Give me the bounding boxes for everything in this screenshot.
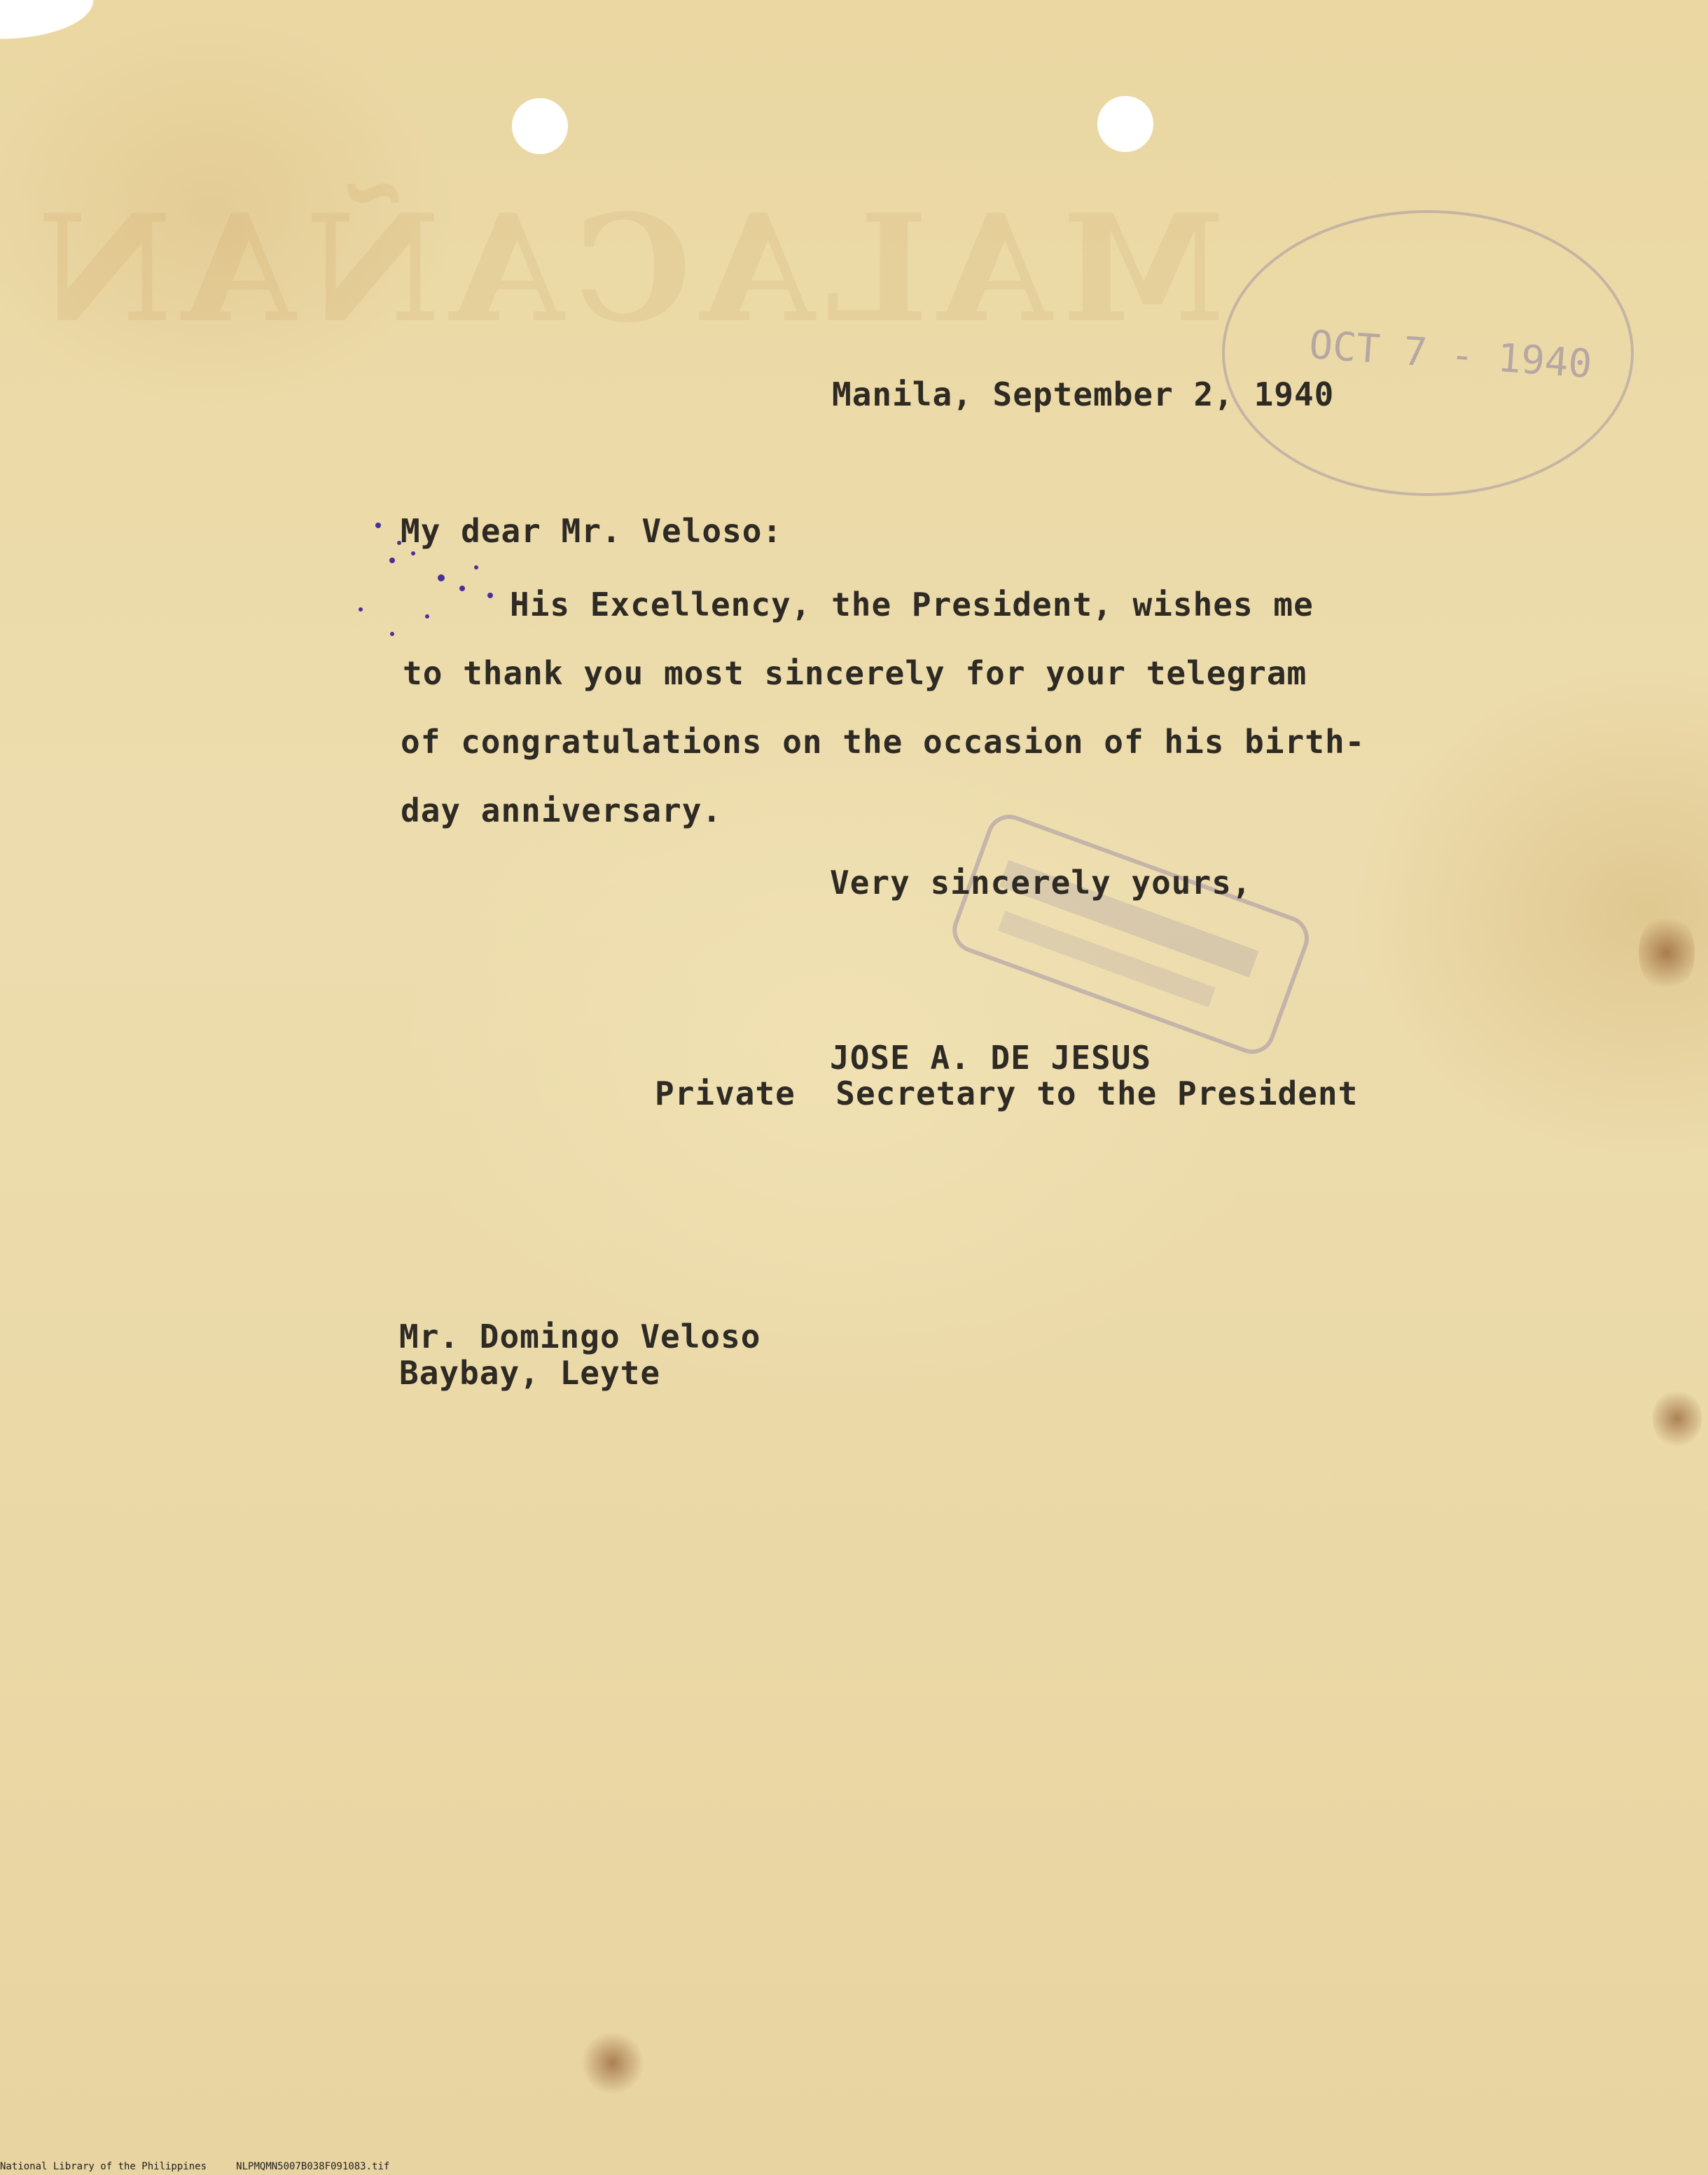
recipient-address: Baybay, Leyte xyxy=(399,1354,661,1392)
stamp-date: OCT 7 - 1940 xyxy=(1307,322,1594,388)
closing: Very sincerely yours, xyxy=(830,864,1252,902)
letter-date: Manila, September 2, 1940 xyxy=(832,375,1335,413)
body-line: to thank you most sincerely for your telegram xyxy=(403,654,1307,692)
footer-library: National Library of the Philippines xyxy=(0,2161,207,2172)
bleed-through-letterhead: MALACAÑAN xyxy=(28,182,1225,355)
foxing-stain xyxy=(1653,1387,1702,1450)
punch-hole-right xyxy=(1097,96,1153,152)
foxing-stain xyxy=(1639,911,1695,995)
torn-corner xyxy=(0,0,168,70)
footer-filename: NLPMQMN5007B038F091083.tif xyxy=(236,2161,390,2172)
signatory-title: Private Secretary to the President xyxy=(655,1075,1359,1112)
received-stamp xyxy=(1222,210,1634,496)
signatory-name: JOSE A. DE JESUS xyxy=(830,1039,1152,1077)
body-line: day anniversary. xyxy=(401,792,723,829)
body-line: His Excellency, the President, wishes me xyxy=(510,586,1314,623)
archive-footer xyxy=(0,2161,389,2172)
recipient-name: Mr. Domingo Veloso xyxy=(399,1318,761,1355)
body-line: of congratulations on the occasion of his birth- xyxy=(401,723,1366,761)
foxing-stain xyxy=(581,2031,644,2094)
punch-hole-left xyxy=(512,98,568,154)
salutation: My dear Mr. Veloso: xyxy=(401,512,783,550)
